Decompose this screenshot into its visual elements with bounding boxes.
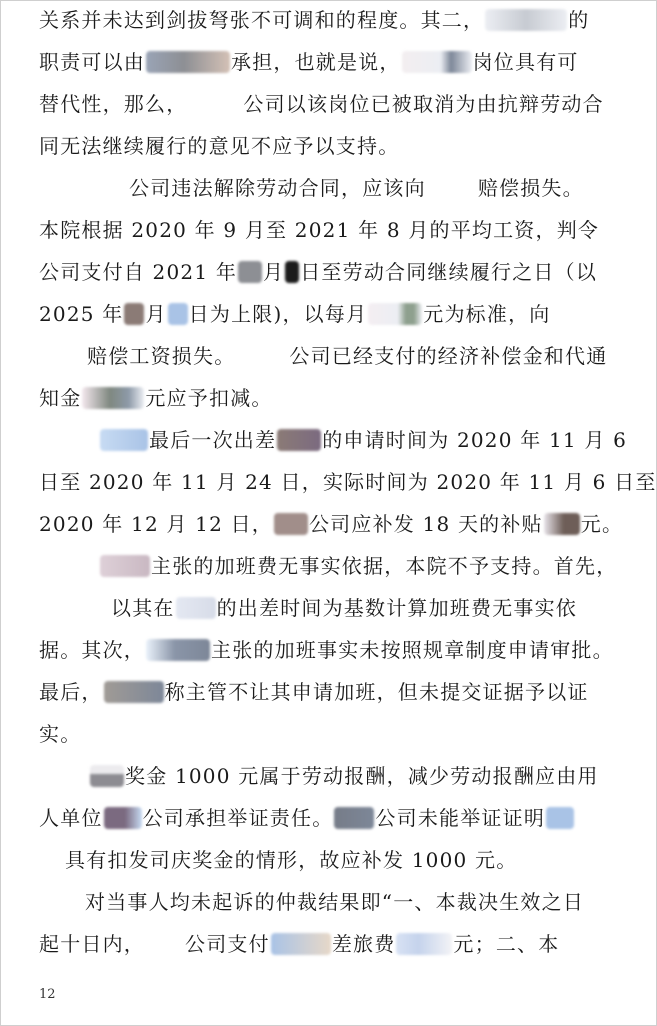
text-segment: 公司已经支付的经济补偿金和代通 xyxy=(289,344,608,368)
text-segment: 称主管不让其申请加班，但未提交证据予以证 xyxy=(164,680,589,704)
text-segment: 日至 2020 年 11 月 24 日，实际时间为 2020 年 11 月 6 日至 xyxy=(39,470,657,494)
text-segment: 据。其次， xyxy=(39,638,145,662)
text-line xyxy=(89,761,599,791)
text-line xyxy=(39,131,399,161)
redaction-block xyxy=(100,555,150,577)
text-segment: 具有扣发司庆奖金的情形，故应补发 1000 元。 xyxy=(65,848,518,872)
text-segment: 差旅费 xyxy=(331,932,396,956)
redaction-block xyxy=(90,765,124,787)
text-line xyxy=(39,719,81,749)
redaction-block xyxy=(176,597,216,619)
text-segment: 月 xyxy=(145,302,167,326)
text-line xyxy=(39,47,579,77)
text-segment: 赔偿损失。 xyxy=(477,176,584,200)
redaction-block xyxy=(124,303,144,325)
text-segment: 替代性，那么， xyxy=(39,92,188,116)
text-line xyxy=(39,635,614,665)
text-segment: 职责可以由 xyxy=(39,50,145,74)
redaction-block xyxy=(277,429,321,451)
text-line xyxy=(39,215,599,245)
redaction-block xyxy=(274,513,308,535)
text-line xyxy=(99,551,617,581)
redaction-gap xyxy=(235,353,289,363)
text-segment: 公司违法解除劳动合同，应该向 xyxy=(129,176,426,200)
text-line xyxy=(39,509,623,539)
redaction-block xyxy=(104,807,142,829)
text-segment: 元应予扣减。 xyxy=(145,386,273,410)
text-segment: 2025 年 xyxy=(39,302,124,326)
redaction-block xyxy=(168,303,188,325)
text-segment: 公司承担举证责任。 xyxy=(142,806,334,830)
text-segment: 最后， xyxy=(39,680,103,704)
text-line xyxy=(39,803,575,833)
redaction-block xyxy=(82,387,144,409)
redaction-block xyxy=(368,303,422,325)
redaction-block xyxy=(334,807,374,829)
redaction-block xyxy=(485,9,567,31)
text-segment: 公司未能举证证明 xyxy=(375,806,546,830)
text-line xyxy=(39,929,559,959)
text-line xyxy=(39,5,589,35)
redaction-block xyxy=(546,807,574,829)
text-segment: 月 xyxy=(263,260,285,284)
redaction-block xyxy=(544,513,580,535)
redaction-block xyxy=(238,261,262,283)
text-segment: 知金 xyxy=(39,386,82,410)
redaction-block xyxy=(285,261,299,283)
text-segment: 公司支付 xyxy=(185,932,270,956)
text-segment: 的 xyxy=(568,8,590,32)
redaction-block xyxy=(402,51,472,73)
redaction-gap xyxy=(426,185,478,195)
text-segment: 的申请时间为 2020 年 11 月 6 xyxy=(322,428,628,452)
text-segment: 元；二、本 xyxy=(453,932,560,956)
text-line xyxy=(85,887,584,917)
text-line xyxy=(39,677,589,707)
text-line xyxy=(39,89,604,119)
redaction-block xyxy=(146,51,230,73)
text-segment: 以其在 xyxy=(111,596,175,620)
text-line xyxy=(39,257,597,287)
text-segment: 实。 xyxy=(39,722,82,746)
text-segment: 元。 xyxy=(580,512,624,536)
text-line xyxy=(39,467,657,497)
page-number: 12 xyxy=(39,987,56,1002)
redaction-block xyxy=(104,681,164,703)
text-segment: 2020 年 12 月 12 日， xyxy=(39,512,273,536)
text-segment: 公司应补发 18 天的补贴 xyxy=(308,512,543,536)
text-segment: 关系并未达到剑拔弩张不可调和的程度。其二， xyxy=(39,8,485,32)
text-segment: 岗位具有可 xyxy=(472,50,579,74)
redaction-gap xyxy=(145,941,185,951)
text-segment: 公司以该岗位已被取消为由抗辩劳动合 xyxy=(243,92,604,116)
text-segment: 人单位 xyxy=(39,806,103,830)
text-segment: 本院根据 2020 年 9 月至 2021 年 8 月的平均工资，判令 xyxy=(39,218,600,242)
redaction-block xyxy=(271,933,331,955)
text-segment: 对当事人均未起诉的仲裁结果即“一、本裁决生效之日 xyxy=(85,890,585,914)
redaction-block xyxy=(396,933,452,955)
text-line xyxy=(39,383,273,413)
text-line xyxy=(87,341,607,371)
text-segment: 起十日内， xyxy=(39,932,145,956)
redaction-block xyxy=(146,639,210,661)
redaction-gap xyxy=(187,101,243,111)
text-segment: 最后一次出差 xyxy=(149,428,277,452)
text-segment: 同无法继续履行的意见不应予以支持。 xyxy=(39,134,400,158)
text-segment: 元为标准，向 xyxy=(423,302,551,326)
text-segment: 赔偿工资损失。 xyxy=(87,344,236,368)
text-segment: 日至劳动合同继续履行之日（以 xyxy=(300,260,598,284)
text-line xyxy=(129,173,584,203)
text-line xyxy=(39,299,550,329)
text-line xyxy=(99,425,627,455)
text-segment: 主张的加班费无事实依据，本院不予支持。首先， xyxy=(151,554,618,578)
text-line xyxy=(111,593,577,623)
redaction-block xyxy=(100,429,148,451)
text-segment: 奖金 1000 元属于劳动报酬，减少劳动报酬应由用 xyxy=(125,764,599,788)
text-line xyxy=(65,845,517,875)
text-segment: 主张的加班事实未按照规章制度申请审批。 xyxy=(211,638,614,662)
text-segment: 日为上限)，以每月 xyxy=(188,302,368,326)
text-segment: 的出差时间为基数计算加班费无事实依 xyxy=(216,596,578,620)
text-segment: 承担，也就是说， xyxy=(231,50,401,74)
text-segment: 公司支付自 2021 年 xyxy=(39,260,238,284)
